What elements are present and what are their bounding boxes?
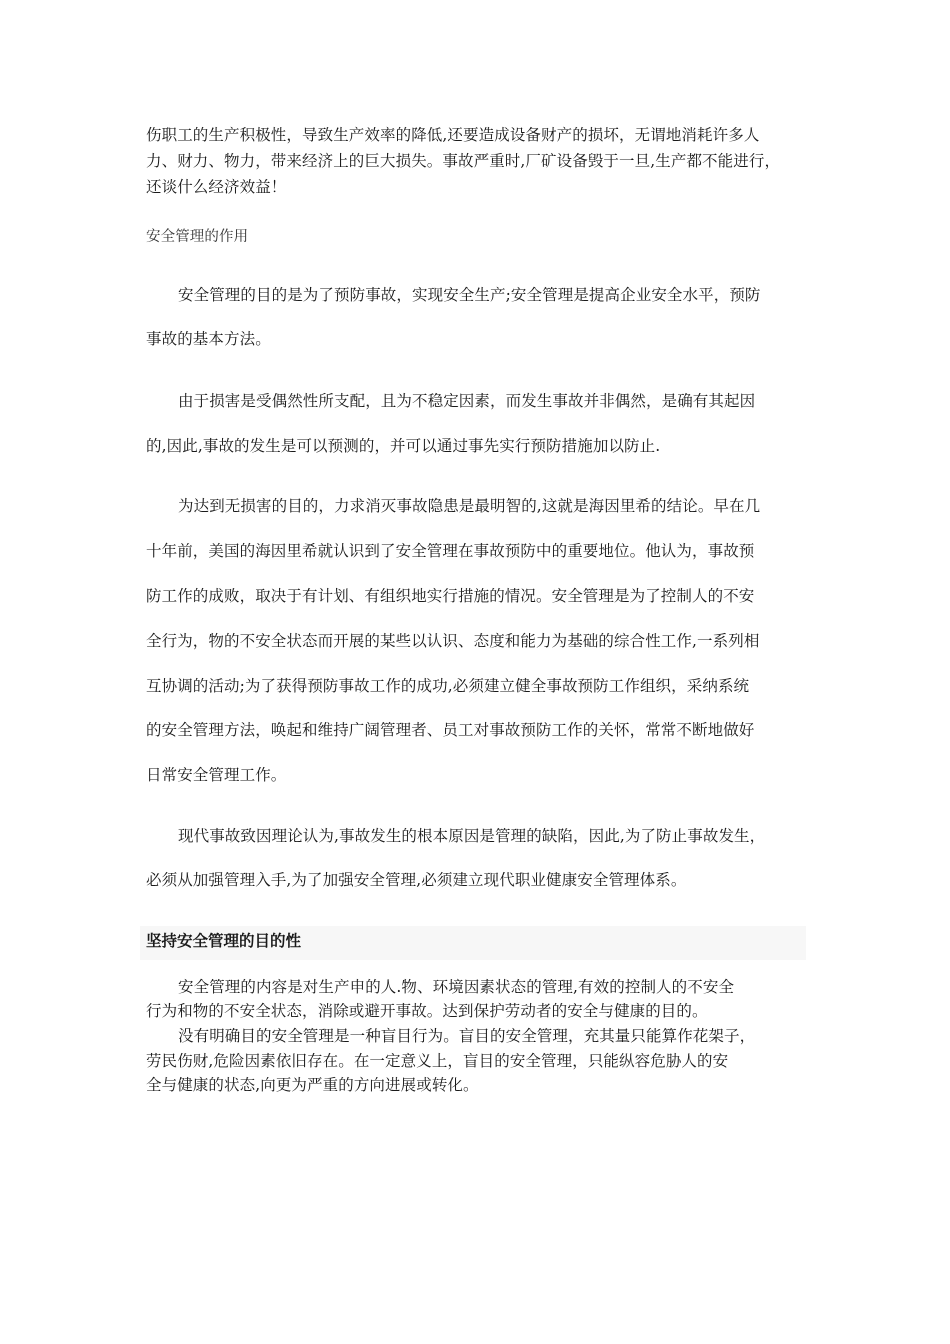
para3-line-6: 的安全管理方法，唤起和维持广阔管理者、员工对事故预防工作的关怀，常常不断地做好: [146, 721, 755, 739]
para4-line-2: 必须从加强管理入手,为了加强安全管理,必须建立现代职业健康安全管理体系。: [146, 871, 687, 889]
para1-line-1: 安全管理的目的是为了预防事故，实现安全生产;安全管理是提高企业安全水平，预防: [178, 286, 761, 304]
para2-line-1: 由于损害是受偶然性所支配，且为不稳定因素，而发生事故并非偶然，是确有其起因: [178, 392, 756, 410]
para6-line-2: 劳民伤财,危险因素依旧存在。在一定意义上，盲目的安全管理，只能纵容危胁人的安: [146, 1052, 729, 1070]
para5-line-2: 行为和物的不安全状态，消除或避开事故。达到保护劳动者的安全与健康的目的。: [146, 1002, 708, 1020]
intro-line-1: 伤职工的生产积极性，导致生产效率的降低,还要造成设备财产的损坏，无谓地消耗许多人: [146, 126, 760, 144]
para5-line-1: 安全管理的内容是对生产申的人.物、环境因素状态的管理,有效的控制人的不安全: [178, 978, 735, 996]
para2-line-2: 的,因此,事故的发生是可以预测的，并可以通过事先实行预防措施加以防止.: [146, 437, 661, 455]
para6-line-3: 全与健康的状态,向更为严重的方向进展或转化。: [146, 1076, 479, 1094]
para6-line-1: 没有明确目的安全管理是一种盲目行为。盲目的安全管理，充其量只能算作花架子，: [178, 1027, 756, 1045]
intro-line-2: 力、财力、物力，带来经济上的巨大损失。事故严重时,厂矿设备毁于一旦,生产都不能进行，: [146, 152, 781, 170]
para1-line-2: 事故的基本方法。: [146, 330, 271, 348]
para3-line-3: 防工作的成败，取决于有计划、有组织地实行措施的情况。安全管理是为了控制人的不安: [146, 587, 755, 605]
para3-line-1: 为达到无损害的目的，力求消灭事故隐患是最明智的,这就是海因里希的结论。早在几: [178, 497, 761, 515]
intro-line-3: 还谈什么经济效益！: [146, 178, 287, 196]
para3-line-7: 日常安全管理工作。: [146, 766, 287, 784]
section-heading: 坚持安全管理的目的性: [146, 932, 302, 950]
section-title: 安全管理的作用: [146, 229, 249, 245]
para4-line-1: 现代事故致因理论认为,事故发生的根本原因是管理的缺陷，因此,为了防止事故发生，: [178, 827, 766, 845]
para3-line-5: 互协调的活动;为了获得预防事故工作的成功,必须建立健全事故预防工作组织，采纳系统: [146, 677, 750, 695]
para3-line-2: 十年前，美国的海因里希就认识到了安全管理在事故预防中的重要地位。他认为，事故预: [146, 542, 755, 560]
para3-line-4: 全行为，物的不安全状态而开展的某些以认识、态度和能力为基础的综合性工作,一系列相: [146, 632, 760, 650]
